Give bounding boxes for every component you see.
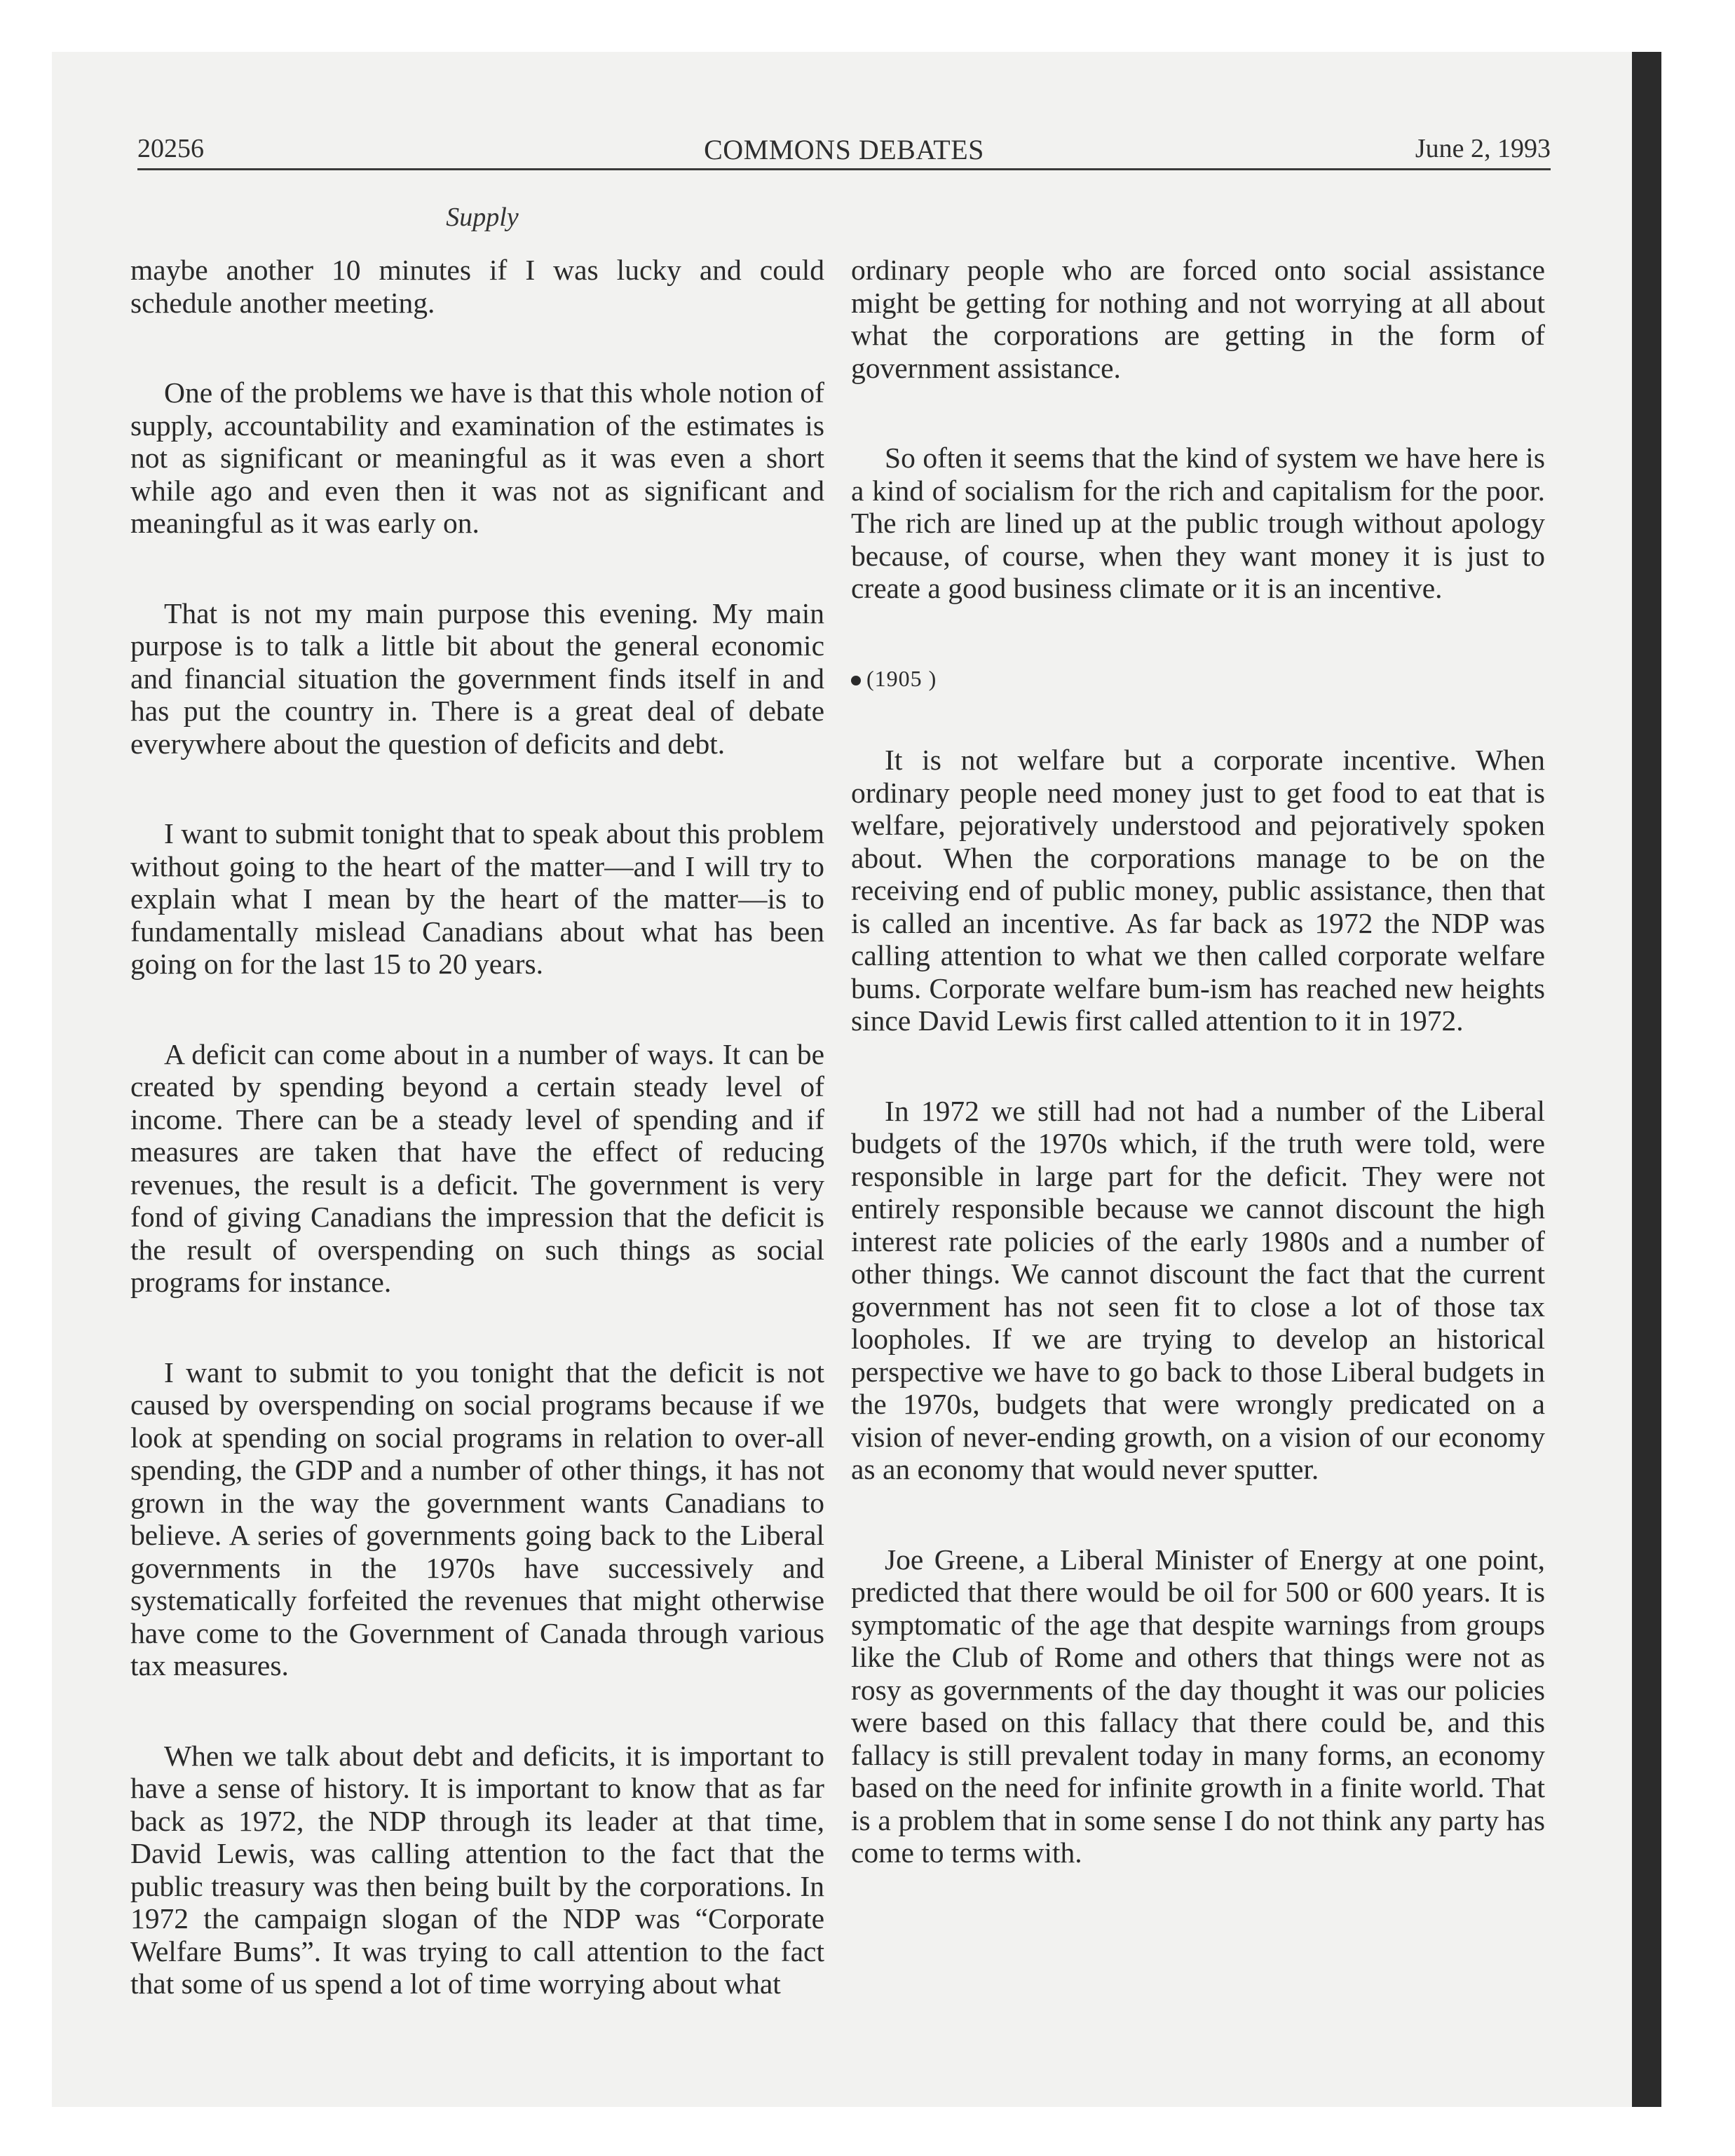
header-rule — [137, 168, 1551, 170]
section-label: Supply — [446, 203, 519, 232]
bullet-icon — [851, 676, 861, 685]
paragraph: One of the problems we have is that this whole notion of supply, accountability and examination of the estimates is not as significant or meaningful as it was even a short while ago and even then it was not as significant and meaningful as it was early on. — [130, 376, 824, 539]
paragraph: When we talk about debt and deficits, it is important to have a sense of history. It is important to know that as far back as 1972, the NDP through its leader at that time, David Lewis, was calling attention to the fact that the public treasury was then being built by the corporations. In 1972 the campaign slogan of the NDP was “Corporate Welfare Bums”. It was trying to call attention to the fact that some of us spend a lot of time worrying about what — [130, 1739, 824, 2000]
paragraph: A deficit can come about in a number of ways. It can be created by spending beyond a certain steady level of income. There can be a steady level of spending and if measures are taken that have the effect of reducing revenues, the result is a deficit. The government is very fond of giving Canadians the impression that the deficit is the result of overspending on such things as social programs for instance. — [130, 1037, 824, 1298]
paragraph: ordinary people who are forced onto social assistance might be getting for nothing and not worrying at all about what the corporations are getting in the form of government assistance. — [851, 254, 1545, 384]
page-number: 20256 — [137, 134, 204, 163]
paragraph: I want to submit tonight that to speak about this problem without going to the heart of the matter—and I will try to explain what I mean by the heart of the matter—is to fundamentally mislead Canadians about what has been going on for the last 15 to 20 years. — [130, 817, 824, 980]
left-column — [130, 254, 824, 2058]
right-column — [851, 254, 1545, 1927]
time-marker-text: (1905 ) — [866, 665, 937, 691]
issue-date: June 2, 1993 — [1415, 134, 1551, 163]
paragraph: It is not welfare but a corporate incentive. When ordinary people need money just to get food to eat that is welfare, pejoratively understood and pejoratively spoken about. When the corporations manage to be on the receiving end of public money, public assistance, then that is called an incentive. As far back as 1972 the NDP was calling attention to what we then called corporate welfare bums. Corporate welfare bum-ism has reached new heights since David Lewis first called attention to it in 1972. — [851, 744, 1545, 1037]
paragraph: I want to submit to you tonight that the deficit is not caused by overspending on social programs because if we look at spending on social programs in relation to over-all spending, the GDP and a number of other things, it has not grown in the way the government wants Canadians to believe. A series of governments going back to the Liberal governments in the 1970s have successively and systematically forfeited the revenues that might otherwise have come to the Government of Canada through various tax measures. — [130, 1356, 824, 1681]
paragraph: So often it seems that the kind of system we have here is a kind of socialism for the rich and capitalism for the poor. The rich are lined up at the public trough without apology because, of course, when they want money it is just to create a good business climate or it is an incentive. — [851, 442, 1545, 604]
time-marker — [851, 662, 1545, 695]
paragraph: In 1972 we still had not had a number of the Liberal budgets of the 1970s which, if the truth were told, were responsible in large part for the deficit. They were not entirely responsible because we cannot discount the high interest rate policies of the early 1980s and a number of other things. We cannot discount the fact that the current government has not seen fit to close a lot of those tax loopholes. If we are trying to develop an historical perspective we have to go back to those Liberal budgets in the 1970s, budgets that were wrongly predicated on a vision of never-ending growth, on a vision of our economy as an economy that would never sputter. — [851, 1094, 1545, 1485]
paragraph: Joe Greene, a Liberal Minister of Energy at one point, predicted that there would be oil for 500 or 600 years. It is symptomatic of the age that despite warnings from groups like the Club of Rome and others that things were not as rosy as governments of the day thought it was our policies were based on this fallacy that there could be, and this fallacy is still prevalent today in many forms, an economy based on the need for infinite growth in a finite world. That is a problem that in some sense I do not think any party has come to terms with. — [851, 1543, 1545, 1869]
scan-dark-edge — [1632, 52, 1661, 2107]
running-header — [137, 123, 1551, 167]
journal-title: COMMONS DEBATES — [704, 134, 984, 165]
paragraph: That is not my main purpose this evening. My main purpose is to talk a little bit about the general economic and financial situation the government finds itself in and has put the country in. There is a great deal of debate everywhere about the question of deficits and debt. — [130, 596, 824, 760]
paragraph: maybe another 10 minutes if I was lucky and could schedule another meeting. — [130, 254, 824, 319]
